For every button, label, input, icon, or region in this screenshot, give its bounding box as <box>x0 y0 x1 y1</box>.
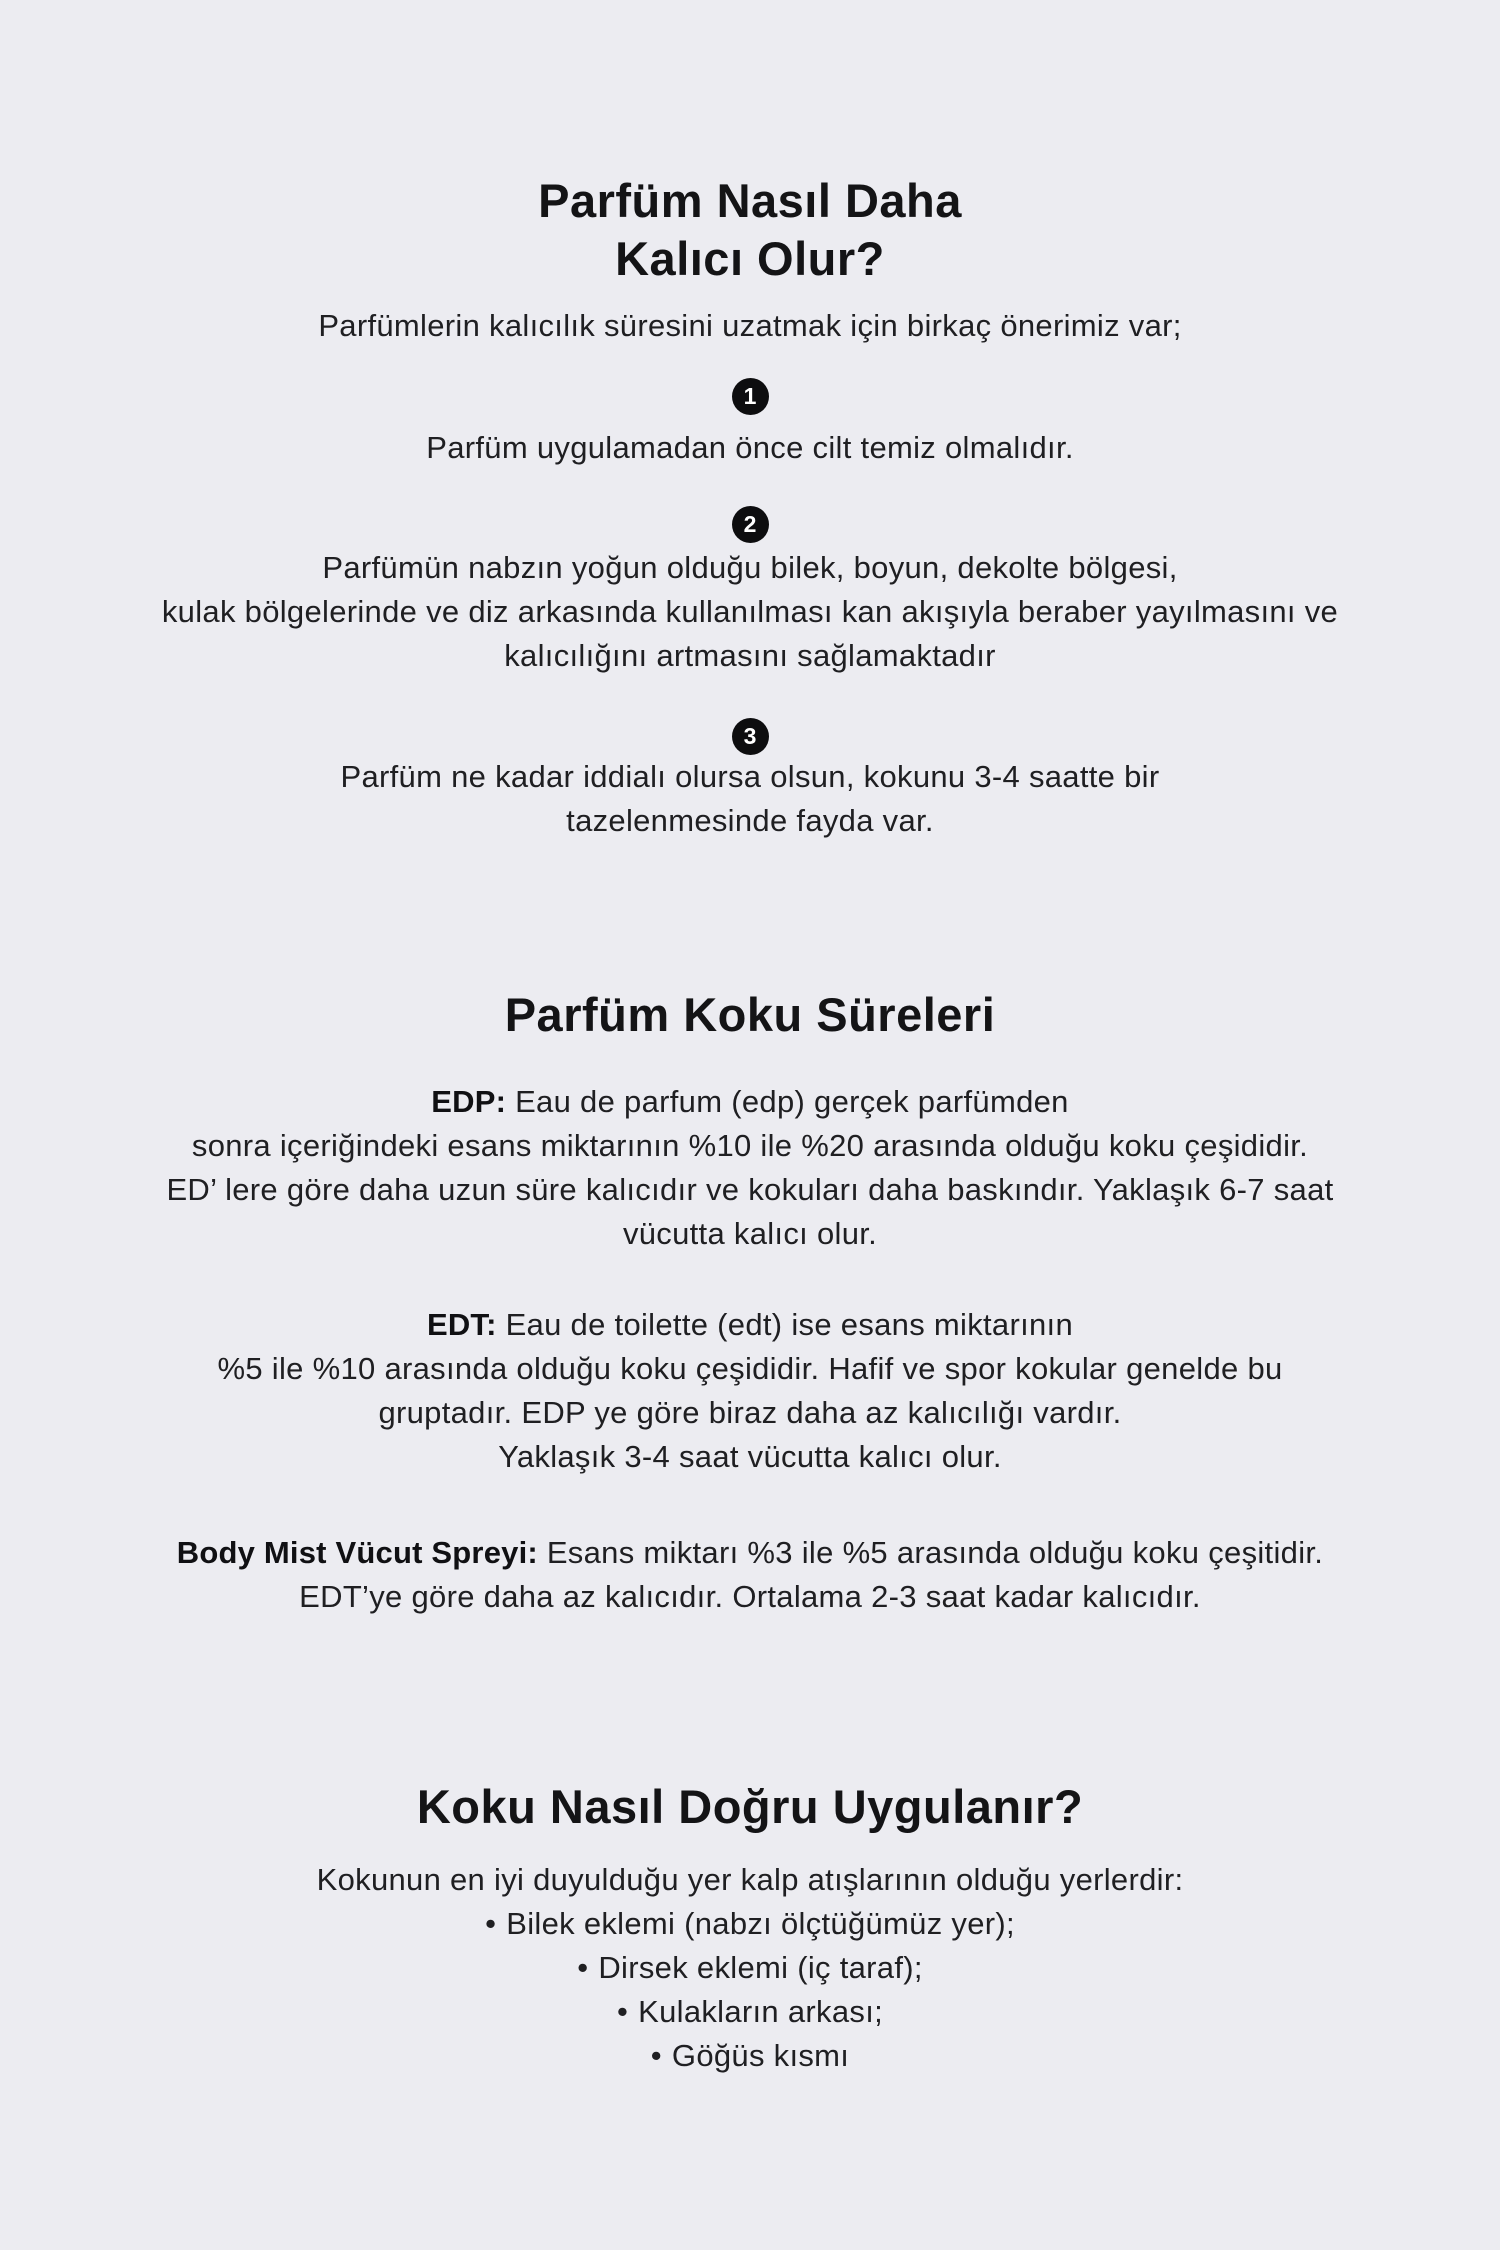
bullet-icon: • <box>485 1906 497 1941</box>
bullet-icon: • <box>577 1950 589 1985</box>
tip-1-number-row <box>0 378 1500 415</box>
edt-line-with-label <box>0 1303 1500 1347</box>
edp-line: ED’ lere göre daha uzun süre kalıcıdır ve kokuları daha baskındır. Yaklaşık 6-7 saat <box>166 1172 1334 1207</box>
list-item-text: Göğüs kısmı <box>671 2038 850 2073</box>
list-item <box>0 1990 1500 2034</box>
list-item-text: Kulakların arkası; <box>638 1994 884 2029</box>
list-item <box>0 1902 1500 1946</box>
tip-1-text <box>0 426 1500 470</box>
edt-line: gruptadır. EDP ye göre biraz daha az kalıcılığı vardır. <box>378 1395 1122 1430</box>
edp-line-with-label <box>0 1080 1500 1124</box>
list-item <box>0 2034 1500 2078</box>
page-title-line1: Parfüm Nasıl Daha <box>538 174 962 227</box>
tip-3-number-row <box>0 718 1500 755</box>
page-title <box>0 172 1500 288</box>
edt-paragraph <box>0 1303 1500 1479</box>
number-circle-1-icon: 1 <box>732 378 769 415</box>
section-how-to-apply <box>0 1778 1500 2078</box>
edp-line: sonra içeriğindeki esans miktarının %10 ile %20 arasında olduğu koku çeşididir. <box>191 1128 1309 1163</box>
application-intro: Kokunun en iyi duyulduğu yer kalp atışlarının olduğu yerlerdir: <box>316 1862 1184 1897</box>
body-mist-line: Esans miktarı %3 ile %5 arasında olduğu koku çeşitidir. <box>537 1535 1324 1570</box>
tip-2-line: Parfümün nabzın yoğun olduğu bilek, boyun, dekolte bölgesi, <box>322 550 1178 585</box>
page-title-line2: Kalıcı Olur? <box>615 232 885 285</box>
tip-2-text <box>0 546 1500 678</box>
edp-paragraph <box>0 1080 1500 1256</box>
body-mist-label: Body Mist Vücut Spreyi: <box>176 1535 538 1570</box>
edp-line: vücutta kalıcı olur. <box>622 1216 878 1251</box>
body-mist-line-with-label <box>0 1531 1500 1575</box>
number-circle-2-icon: 2 <box>732 506 769 543</box>
edt-line: %5 ile %10 arasında olduğu koku çeşididir. Hafif ve spor kokular genelde bu <box>217 1351 1283 1386</box>
section-scent-durations <box>0 986 1500 1619</box>
intro-text: Parfümlerin kalıcılık süresini uzatmak için birkaç önerimiz var; <box>318 308 1182 343</box>
edt-line: Yaklaşık 3-4 saat vücutta kalıcı olur. <box>498 1439 1002 1474</box>
tip-2-number-row <box>0 506 1500 543</box>
application-points-list <box>0 1902 1500 2078</box>
body-mist-line: EDT’ye göre daha az kalıcıdır. Ortalama 2-3 saat kadar kalıcıdır. <box>299 1579 1201 1614</box>
tip-3-text <box>0 755 1500 843</box>
section-how-to-last <box>0 172 1500 843</box>
number-circle-3-icon: 3 <box>732 718 769 755</box>
edt-line: Eau de toilette (edt) ise esans miktarının <box>496 1307 1074 1342</box>
application-title: Koku Nasıl Doğru Uygulanır? <box>416 1780 1084 1833</box>
edt-label: EDT: <box>426 1307 497 1342</box>
bullet-icon: • <box>616 1994 629 2029</box>
tip-3-line: Parfüm ne kadar iddialı olursa olsun, kokunu 3-4 saatte bir <box>340 759 1160 794</box>
tip-1-line: Parfüm uygulamadan önce cilt temiz olmalıdır. <box>426 430 1074 465</box>
tip-2-line: kulak bölgelerinde ve diz arkasında kullanılması kan akışıyla beraber yayılmasını ve <box>161 594 1339 629</box>
edp-label: EDP: <box>431 1084 507 1119</box>
durations-title: Parfüm Koku Süreleri <box>504 988 996 1041</box>
list-item-text: Dirsek eklemi (iç taraf); <box>598 1950 923 1985</box>
tip-2-line: kalıcılığını artmasını sağlamaktadır <box>504 638 996 673</box>
list-item <box>0 1946 1500 1990</box>
tip-3-line: tazelenmesinde fayda var. <box>566 803 934 838</box>
edp-line: Eau de parfum (edp) gerçek parfümden <box>506 1084 1069 1119</box>
bullet-icon: • <box>650 2038 662 2073</box>
list-item-text: Bilek eklemi (nabzı ölçtüğümüz yer); <box>506 1906 1015 1941</box>
body-mist-paragraph <box>0 1531 1500 1619</box>
